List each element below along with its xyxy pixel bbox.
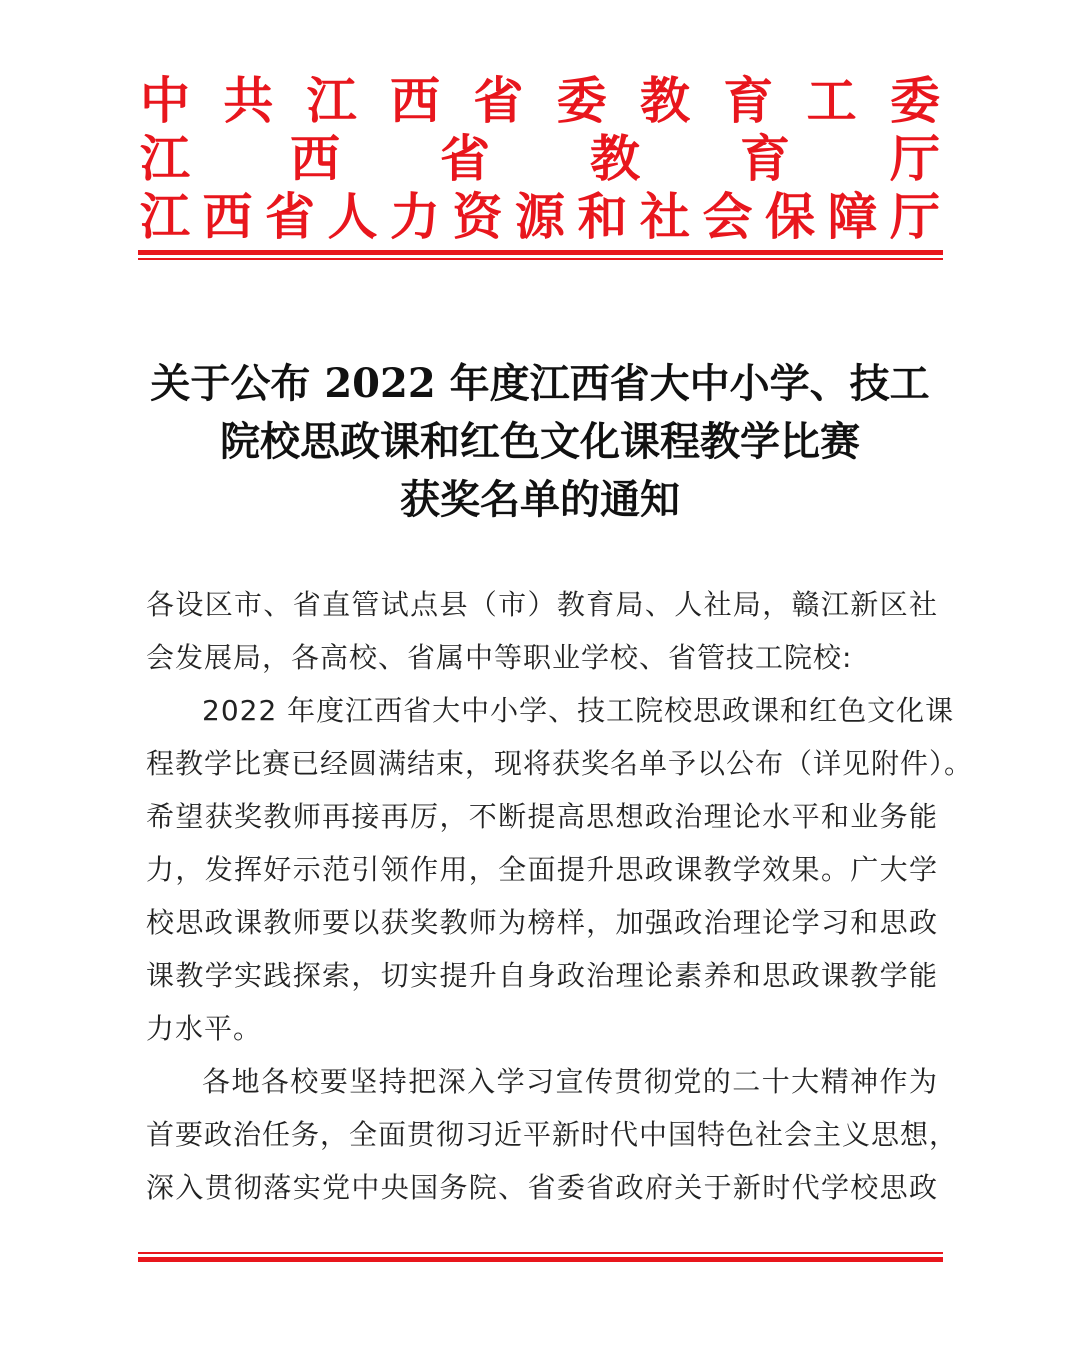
paragraph1-line-2: 程教学比赛已经圆满结束，现将获奖名单予以公布（详见附件）。 bbox=[146, 747, 974, 780]
org-name-char: 和 bbox=[577, 187, 628, 246]
org-name-char: 厅 bbox=[890, 187, 940, 246]
org-name-line-1 bbox=[140, 72, 940, 130]
notice-title bbox=[100, 355, 980, 529]
org-name-char: 教 bbox=[639, 71, 690, 130]
title-line-3: 获奖名单的通知 bbox=[400, 476, 680, 523]
paragraph2-line-1: 各地各校要坚持把深入学习宣传贯彻党的二十大精神作为 bbox=[202, 1065, 938, 1098]
org-name-char: 江 bbox=[140, 187, 190, 246]
org-name-char: 西 bbox=[389, 71, 440, 130]
title-line-2: 院校思政课和红色文化课程教学比赛 bbox=[220, 418, 860, 465]
org-name-char: 中 bbox=[140, 71, 190, 130]
org-name-line-3 bbox=[140, 188, 940, 246]
paragraph1-line-1: 2022 年度江西省大中小学、技工院校思政课和红色文化课 bbox=[202, 694, 955, 727]
org-name-char: 省 bbox=[440, 129, 490, 188]
org-name-char: 共 bbox=[223, 71, 274, 130]
org-name-char: 人 bbox=[327, 187, 378, 246]
paragraph1-line-3: 希望获奖教师再接再厉，不断提高思想政治理论水平和业务能 bbox=[146, 800, 938, 833]
org-name-char: 资 bbox=[452, 187, 503, 246]
org-name-line-2 bbox=[140, 130, 940, 188]
salutation-line-1: 各设区市、省直管试点县（市）教育局、人社局，赣江新区社 bbox=[146, 588, 938, 621]
paragraph1-line-7: 力水平。 bbox=[146, 1012, 263, 1045]
org-name-char: 厅 bbox=[890, 129, 940, 188]
org-name-char: 江 bbox=[306, 71, 357, 130]
org-name-char: 西 bbox=[290, 129, 340, 188]
salutation-line-2: 会发展局，各高校、省属中等职业学校、省管技工院校: bbox=[146, 641, 853, 674]
org-name-char: 委 bbox=[889, 71, 940, 130]
notice-body bbox=[146, 578, 974, 1214]
letterhead-red-rule bbox=[138, 250, 943, 260]
paragraph1-line-6: 课教学实践探索，切实提升自身政治理论素养和思政课教学能 bbox=[146, 959, 938, 992]
org-name-char: 保 bbox=[765, 187, 815, 246]
footer-red-rule bbox=[138, 1252, 943, 1262]
org-name-char: 障 bbox=[827, 187, 878, 246]
org-name-char: 江 bbox=[140, 129, 190, 188]
org-name-char: 工 bbox=[806, 71, 857, 130]
paragraph1-line-4: 力，发挥好示范引领作用，全面提升思政课教学效果。广大学 bbox=[146, 853, 938, 886]
org-name-char: 育 bbox=[723, 71, 774, 130]
paragraph1-line-5: 校思政课教师要以获奖教师为榜样，加强政治理论学习和思政 bbox=[146, 906, 938, 939]
org-name-char: 源 bbox=[515, 187, 565, 246]
org-name-char: 省 bbox=[265, 187, 315, 246]
title-line-1: 关于公布 2022 年度江西省大中小学、技工 bbox=[150, 360, 930, 407]
org-name-char: 会 bbox=[702, 187, 753, 246]
letterhead bbox=[140, 72, 940, 246]
paragraph2-line-2: 首要政治任务，全面贯彻习近平新时代中国特色社会主义思想， bbox=[146, 1118, 959, 1151]
org-name-char: 育 bbox=[740, 129, 790, 188]
paragraph2-line-3: 深入贯彻落实党中央国务院、省委省政府关于新时代学校思政 bbox=[146, 1171, 938, 1204]
org-name-char: 西 bbox=[202, 187, 253, 246]
org-name-char: 教 bbox=[590, 129, 640, 188]
org-name-char: 力 bbox=[390, 187, 440, 246]
org-name-char: 省 bbox=[473, 71, 524, 130]
org-name-char: 社 bbox=[640, 187, 690, 246]
org-name-char: 委 bbox=[556, 71, 607, 130]
